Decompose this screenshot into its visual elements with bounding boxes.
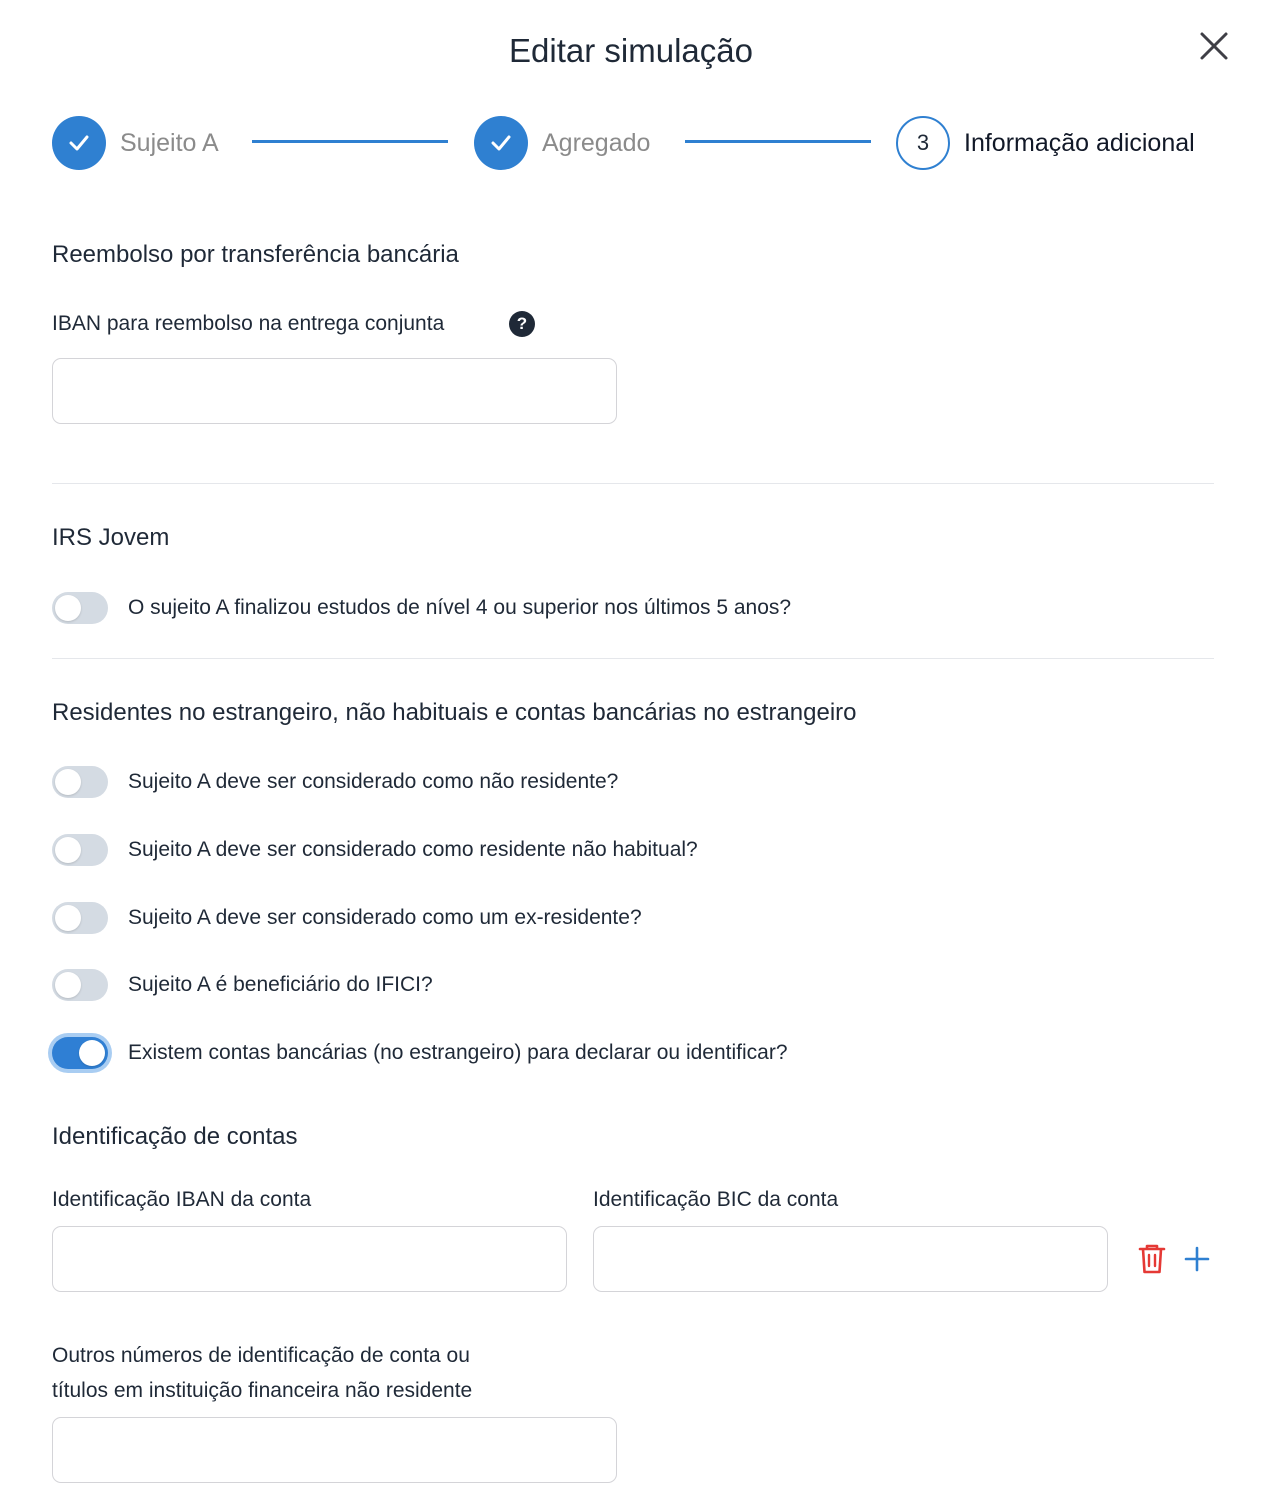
add-account-button[interactable]	[1179, 1241, 1215, 1277]
step-complete-indicator	[52, 116, 106, 170]
section-title-irs-jovem: IRS Jovem	[52, 524, 170, 551]
step-sujeito-a[interactable]	[52, 116, 219, 170]
toggle-knob	[55, 769, 81, 795]
other-identification-label-line1: Outros números de identificação de conta ou	[52, 1344, 470, 1367]
account-bic-input[interactable]	[593, 1226, 1108, 1292]
toggle-row-ifici	[52, 968, 433, 1002]
toggle-label: Existem contas bancárias (no estrangeiro) para declarar ou identificar?	[128, 1041, 788, 1064]
toggle-knob	[55, 905, 81, 931]
account-iban-input[interactable]	[52, 1226, 567, 1292]
toggle-label: Sujeito A é beneficiário do IFICI?	[128, 973, 433, 996]
toggle-studies[interactable]	[52, 592, 108, 624]
toggle-non-resident[interactable]	[52, 766, 108, 798]
modal-title: Editar simulação	[509, 32, 753, 69]
close-button[interactable]	[1194, 28, 1234, 68]
toggle-ex-resident[interactable]	[52, 902, 108, 934]
toggle-row-foreign-accounts	[52, 1036, 788, 1070]
section-title-refund: Reembolso por transferência bancária	[52, 241, 459, 268]
refund-iban-input[interactable]	[52, 358, 617, 424]
trash-icon	[1137, 1242, 1167, 1276]
close-icon	[1194, 28, 1234, 68]
delete-account-button[interactable]	[1134, 1241, 1170, 1277]
section-divider	[52, 483, 1214, 484]
section-title-accounts: Identificação de contas	[52, 1123, 298, 1150]
other-identification-label-line2: títulos em instituição financeira não residente	[52, 1379, 473, 1402]
toggle-knob	[55, 595, 81, 621]
account-bic-label: Identificação BIC da conta	[593, 1188, 839, 1211]
toggle-knob	[79, 1040, 105, 1066]
toggle-ifici[interactable]	[52, 969, 108, 1001]
toggle-row-studies	[52, 591, 791, 625]
help-icon[interactable]: ?	[509, 311, 535, 337]
section-divider	[52, 658, 1214, 659]
toggle-label: Sujeito A deve ser considerado como residente não habitual?	[128, 838, 698, 861]
account-iban-label: Identificação IBAN da conta	[52, 1188, 312, 1211]
refund-iban-label: IBAN para reembolso na entrega conjunta	[52, 312, 445, 335]
toggle-label: Sujeito A deve ser considerado como um ex-residente?	[128, 906, 642, 929]
step-connector	[252, 140, 448, 143]
toggle-row-non-resident	[52, 765, 618, 799]
step-connector	[685, 140, 871, 143]
step-number-indicator: 3	[896, 116, 950, 170]
step-label: Agregado	[542, 128, 651, 157]
check-icon	[66, 130, 92, 156]
toggle-label: O sujeito A finalizou estudos de nível 4 ou superior nos últimos 5 anos?	[128, 596, 792, 619]
toggle-row-non-habitual	[52, 833, 698, 867]
step-label: Sujeito A	[120, 128, 219, 157]
toggle-knob	[55, 837, 81, 863]
other-identification-input[interactable]	[52, 1417, 617, 1483]
toggle-row-ex-resident	[52, 901, 642, 935]
step-agregado[interactable]	[474, 116, 650, 170]
step-complete-indicator	[474, 116, 528, 170]
section-title-residents: Residentes no estrangeiro, não habituais e contas bancárias no estrangeiro	[52, 699, 857, 726]
check-icon	[488, 130, 514, 156]
step-label: Informação adicional	[964, 128, 1195, 157]
toggle-non-habitual[interactable]	[52, 834, 108, 866]
toggle-knob	[55, 972, 81, 998]
toggle-foreign-accounts[interactable]	[52, 1037, 108, 1069]
toggle-label: Sujeito A deve ser considerado como não residente?	[128, 770, 619, 793]
plus-icon	[1183, 1245, 1211, 1273]
step-informacao-adicional[interactable]	[896, 116, 1195, 170]
